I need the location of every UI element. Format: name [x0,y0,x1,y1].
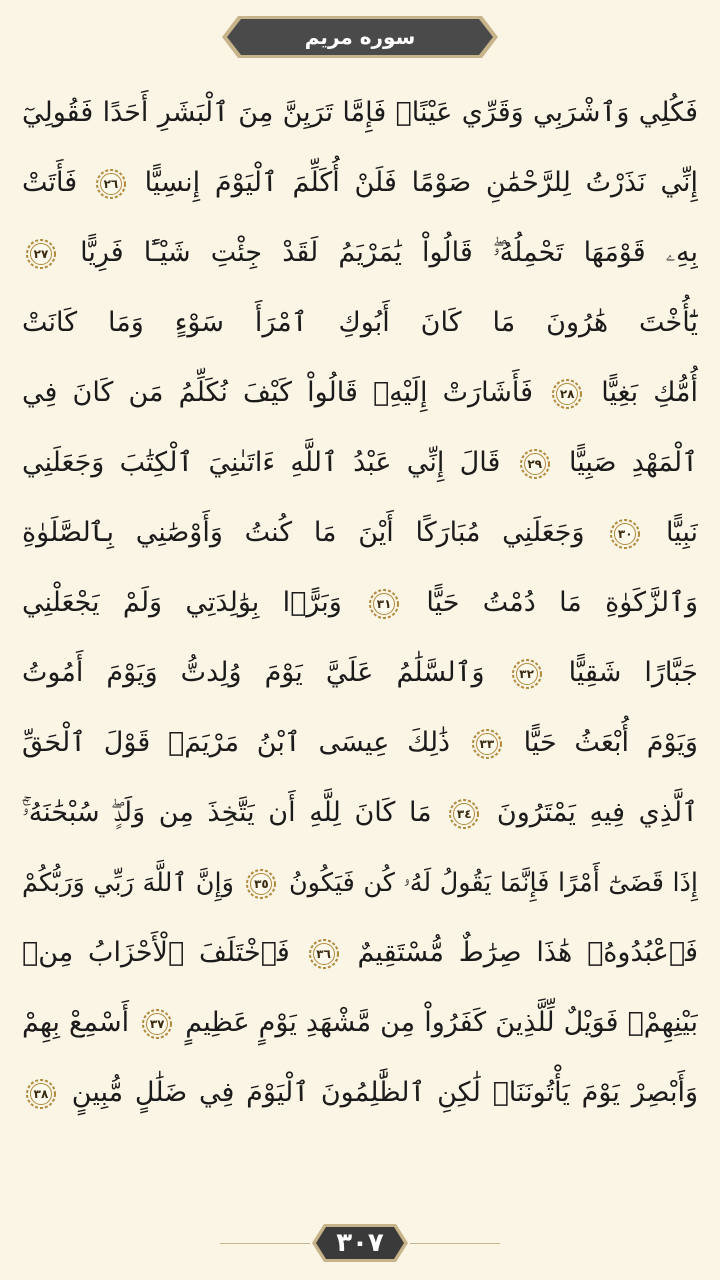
ayah-number-marker [25,1078,57,1110]
ayah-number: ٣٢ [519,666,534,681]
verse-text: فَأَتَتْ [22,167,78,198]
ayah-number: ٢٨ [559,386,575,401]
ayah-number: ٣١ [376,596,392,611]
verse-text: أُمُّكِ بَغِيًّا [601,377,698,408]
ayah-number: ٢٦ [103,176,119,191]
verse-text: وَجَعَلَنِي مُبَارَكًا أَيْنَ مَا كُنتُ وَأَوْصَٰنِي بِٱلصَّلَوٰةِ [22,517,585,548]
ayah-number: ٢٧ [33,246,49,261]
verse-line [22,848,698,918]
verse-text: مَا كَانَ لِلَّهِ أَن يَتَّخِذَ مِن وَلَدٍۖ سُبْحَٰنَهُۥٓۚ [22,797,432,828]
verse-line [22,708,698,778]
verse-text: جَبَّارًا شَقِيًّا [568,657,698,688]
ayah-number-marker [519,448,551,480]
verse-line [22,148,698,218]
ayah-number: ٣٥ [254,877,269,891]
ayah-number-marker [95,168,127,200]
verse-text: فَٱخْتَلَفَ ٱلْأَحْزَابُ مِنۢ [22,937,290,968]
verse-line [22,218,698,288]
verse-text: قَالَ إِنِّي عَبْدُ ٱللَّهِ ءَاتَىٰنِيَ ٱلْكِتَٰبَ وَجَعَلَنِي [22,447,501,478]
surah-title-banner [220,14,500,60]
ayah-number-marker [511,658,543,690]
verse-text: ذَٰلِكَ عِيسَى ٱبْنُ مَرْيَمَۖ قَوْلَ ٱلْحَقِّ [22,727,451,758]
ayah-number: ٣٣ [479,736,495,751]
verse-line [22,358,698,428]
ayah-number-marker [551,378,583,410]
ayah-number-marker [609,518,641,550]
verse-line [22,988,698,1058]
verse-text: وَإِنَّ ٱللَّهَ رَبِّي وَرَبُّكُمْ [22,868,234,898]
ayah-number-marker [368,588,400,620]
footer-rule-left [220,1243,310,1244]
verse-text: وَبَرًّۢا بِوَٰلِدَتِي وَلَمْ يَجْعَلْنِي [22,587,342,618]
ayah-number: ٢٩ [527,456,542,471]
verse-text: نَبِيًّا [665,517,698,548]
verse-text: وَأَبْصِرْ يَوْمَ يَأْتُونَنَاۖ لَٰكِنِ ٱلظَّٰلِمُونَ ٱلْيَوْمَ فِي ضَلَٰلٍ مُّبِينٍ [71,1077,698,1108]
verse-text: وَيَوْمَ أُبْعَثُ حَيًّا [523,727,698,758]
ayah-number-marker [25,238,57,270]
verse-text: فَأَشَارَتْ إِلَيْهِۖ قَالُواْ كَيْفَ نُكَلِّمُ مَن كَانَ فِي [22,377,534,408]
verse-text: ٱلَّذِي فِيهِ يَمْتَرُونَ [496,797,698,828]
verse-line [22,1058,698,1128]
ayah-number-marker [308,938,340,970]
verse-line [22,918,698,988]
page-number: ٣٠٧ [336,1228,384,1258]
ayah-number-marker [141,1008,173,1040]
ayah-number: ٣٨ [33,1086,49,1101]
verse-text: وَٱلسَّلَٰمُ عَلَيَّ يَوْمَ وُلِدتُّ وَيَوْمَ أَمُوتُ [22,657,485,688]
verse-text: يَٰٓأُخْتَ هَٰرُونَ مَا كَانَ أَبُوكِ ٱمْرَأَ سَوْءٍ وَمَا كَانَتْ [22,307,698,338]
verse-line [22,568,698,638]
verse-text: أَسْمِعْ بِهِمْ [22,1007,130,1038]
verse-line [22,778,698,848]
verse-line [22,498,698,568]
ayah-number: ٣٧ [149,1016,165,1031]
verse-text: بِهِۦ قَوْمَهَا تَحْمِلُهُۥۖ قَالُواْ يَٰمَرْيَمُ لَقَدْ جِئْتِ شَيْـًٔا فَرِيًّا [80,237,698,268]
verse-line [22,428,698,498]
ayah-number-marker [471,728,503,760]
verse-text: وَٱلزَّكَوٰةِ مَا دُمْتُ حَيًّا [426,587,698,618]
footer-rule-right [410,1243,500,1244]
verse-line [22,288,698,358]
ayah-number: ٣٦ [316,946,331,961]
ayah-number-marker [448,798,480,830]
surah-title: سوره مريم [304,25,416,49]
page-number-badge [310,1222,410,1264]
verse-text: إِذَا قَضَىٰٓ أَمْرًا فَإِنَّمَا يَقُولُ لَهُۥ كُن فَيَكُونُ [288,868,698,898]
ayah-number-marker [245,868,277,900]
verse-text: بَيْنِهِمْۖ فَوَيْلٌ لِّلَّذِينَ كَفَرُواْ مِن مَّشْهَدِ يَوْمٍ عَظِيمٍ [185,1007,698,1038]
verse-text: إِنِّي نَذَرْتُ لِلرَّحْمَٰنِ صَوْمًا فَلَنْ أُكَلِّمَ ٱلْيَوْمَ إِنسِيًّا [144,167,698,198]
verse-text: فَٱعْبُدُوهُۚ هَٰذَا صِرَٰطٌ مُّسْتَقِيمٌ [357,937,698,968]
quran-page-text [22,78,698,1200]
verse-line [22,78,698,148]
ayah-number: ٣٤ [456,806,472,821]
verse-line [22,638,698,708]
verse-text: فَكُلِي وَٱشْرَبِي وَقَرِّي عَيْنًاۖ فَإِمَّا تَرَيِنَّ مِنَ ٱلْبَشَرِ أَحَدًا فَقُولِيٓ [22,97,698,128]
ayah-number: ٣٠ [617,526,633,541]
verse-text: ٱلْمَهْدِ صَبِيًّا [568,447,698,478]
